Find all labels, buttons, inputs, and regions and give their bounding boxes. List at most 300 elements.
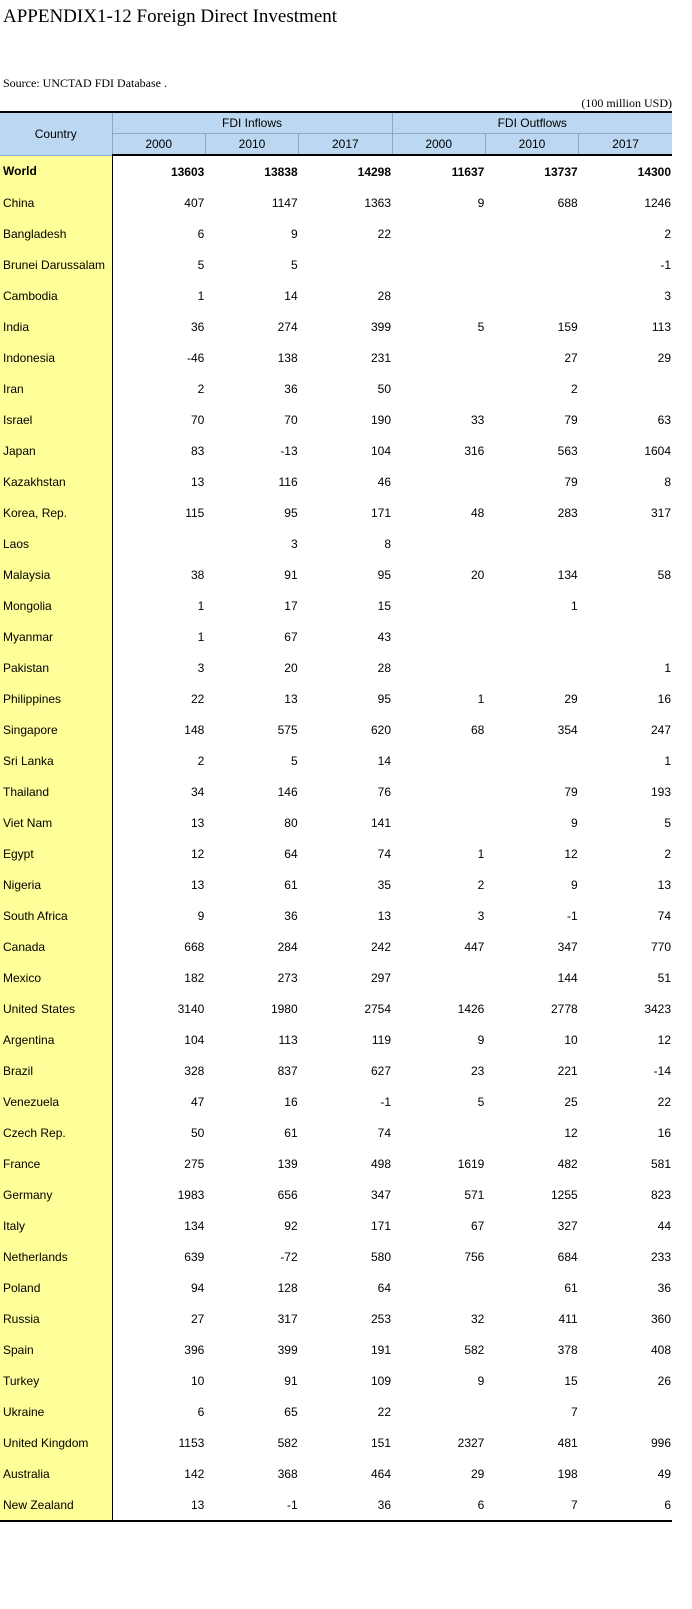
inflows-2017-cell: 620 xyxy=(370,722,392,737)
outflows-2017-cell: 51 xyxy=(657,970,672,985)
inflows-2017-cell: 35 xyxy=(377,877,392,892)
country-cell: Singapore xyxy=(0,714,112,745)
outflows-2010-cell: 79 xyxy=(564,784,578,799)
inflows-2017-cell: 498 xyxy=(370,1156,392,1171)
inflows-2010-cell: 575 xyxy=(277,722,298,737)
outflows-2000-cell xyxy=(392,807,485,838)
outflows-2000-cell: 1426 xyxy=(457,1001,485,1016)
table-row xyxy=(0,590,672,621)
outflows-2017-cell: 1604 xyxy=(644,443,672,458)
inflows-2000-cell: 13 xyxy=(112,1489,205,1521)
outflows-2010-cell: 2 xyxy=(570,381,578,396)
inflows-2017-cell: 50 xyxy=(377,381,392,396)
outflows-2017-cell: 247 xyxy=(650,722,672,737)
outflows-2000-cell xyxy=(392,652,485,683)
outflows-2017-cell xyxy=(579,1396,672,1427)
country-cell: Nigeria xyxy=(0,869,112,900)
page-title: APPENDIX1-12 Foreign Direct Investment xyxy=(3,6,338,27)
outflows-2010-cell: 9 xyxy=(570,815,578,830)
inflows-2000-cell: 47 xyxy=(190,1094,205,1109)
table-row xyxy=(0,249,672,280)
inflows-year-2017-header: 2017 xyxy=(299,134,392,156)
country-cell: Brazil xyxy=(0,1055,112,1086)
inflows-2000-cell: 1983 xyxy=(177,1187,205,1202)
inflows-2010-cell: 14 xyxy=(284,288,298,303)
outflows-2010-cell: 79 xyxy=(564,412,578,427)
outflows-2010-cell: 411 xyxy=(558,1311,578,1326)
country-cell: Thailand xyxy=(0,776,112,807)
inflows-2000-cell: 50 xyxy=(190,1125,205,1140)
table-row xyxy=(0,838,672,869)
outflows-2017-cell: 113 xyxy=(651,319,672,334)
inflows-2000-cell: 2 xyxy=(197,753,205,768)
inflows-2017-cell: 119 xyxy=(371,1032,392,1047)
inflows-2010-cell: 80 xyxy=(284,815,298,830)
country-cell: Viet Nam xyxy=(0,807,112,838)
inflows-2000-cell: 13 xyxy=(190,877,205,892)
outflows-2000-cell xyxy=(392,342,485,373)
outflows-2000-cell xyxy=(392,962,485,993)
country-cell: France xyxy=(0,1148,112,1179)
outflows-2017-cell: 317 xyxy=(650,505,672,520)
outflows-2010-cell: 688 xyxy=(557,195,578,210)
country-cell: Spain xyxy=(0,1334,112,1365)
outflows-2017-cell: 22 xyxy=(657,1094,672,1109)
outflows-2017-cell: 823 xyxy=(650,1187,672,1202)
country-cell: Egypt xyxy=(0,838,112,869)
outflows-2010-cell: 12 xyxy=(564,846,578,861)
inflows-2010-cell: 92 xyxy=(284,1218,298,1233)
inflows-2010-cell: 1980 xyxy=(270,1001,298,1016)
outflows-2000-cell: 11637 xyxy=(451,164,485,179)
table-row xyxy=(0,1117,672,1148)
outflows-2017-cell: 5 xyxy=(664,815,672,830)
inflows-2010-cell: 13838 xyxy=(264,164,298,179)
outflows-2000-cell: 756 xyxy=(464,1249,485,1264)
country-cell: United Kingdom xyxy=(0,1427,112,1458)
outflows-2010-cell: 482 xyxy=(557,1156,578,1171)
table-row xyxy=(0,714,672,745)
country-cell: World xyxy=(0,155,112,187)
outflows-2000-cell xyxy=(392,590,485,621)
outflows-2017-cell: 26 xyxy=(657,1373,672,1388)
table-row xyxy=(0,776,672,807)
country-cell: Japan xyxy=(0,435,112,466)
inflows-2000-cell: 328 xyxy=(184,1063,205,1078)
inflows-2000-cell: 9 xyxy=(197,908,205,923)
inflows-2000-cell: 148 xyxy=(184,722,205,737)
outflows-2010-cell: 221 xyxy=(557,1063,578,1078)
outflows-2010-cell: 134 xyxy=(557,567,578,582)
fdi-inflows-header: FDI Inflows xyxy=(112,112,392,134)
table-row xyxy=(0,342,672,373)
outflows-2000-cell xyxy=(392,249,485,280)
outflows-2000-cell: 2 xyxy=(477,877,485,892)
table-row xyxy=(0,311,672,342)
country-cell: Laos xyxy=(0,528,112,559)
table-row xyxy=(0,1024,672,1055)
inflows-2000-cell: 1153 xyxy=(178,1435,205,1450)
inflows-2000-cell: 1 xyxy=(197,629,205,644)
inflows-2000-cell: 639 xyxy=(184,1249,205,1264)
table-row xyxy=(0,1179,672,1210)
inflows-2010-cell: 273 xyxy=(277,970,298,985)
outflows-2017-cell: 74 xyxy=(657,908,672,923)
country-cell: Netherlands xyxy=(0,1241,112,1272)
outflows-2010-cell: 1 xyxy=(570,598,578,613)
outflows-2010-cell: 25 xyxy=(564,1094,578,1109)
inflows-2010-cell: 656 xyxy=(277,1187,298,1202)
inflows-2000-cell: 3 xyxy=(197,660,205,675)
outflows-2017-cell: 58 xyxy=(657,567,672,582)
inflows-2010-cell: 582 xyxy=(277,1435,298,1450)
inflows-2000-cell: 13603 xyxy=(170,164,205,179)
country-cell: Czech Rep. xyxy=(0,1117,112,1148)
country-cell: Germany xyxy=(0,1179,112,1210)
inflows-2017-cell: 74 xyxy=(377,1125,392,1140)
outflows-2010-cell: 2778 xyxy=(550,1001,578,1016)
table-row xyxy=(0,1086,672,1117)
inflows-2017-cell: 151 xyxy=(370,1435,392,1450)
table-row xyxy=(0,1396,672,1427)
outflows-2017-cell: -1 xyxy=(660,257,672,272)
inflows-2010-cell: 274 xyxy=(277,319,298,334)
country-cell: Canada xyxy=(0,931,112,962)
inflows-2017-cell: 104 xyxy=(370,443,392,458)
inflows-2010-cell: 64 xyxy=(284,846,298,861)
outflows-2000-cell: 23 xyxy=(470,1063,485,1078)
table-row xyxy=(0,497,672,528)
outflows-year-2010-header: 2010 xyxy=(485,134,578,156)
inflows-2000-cell: 13 xyxy=(190,474,205,489)
outflows-2010-cell: 563 xyxy=(557,443,578,458)
country-cell: Venezuela xyxy=(0,1086,112,1117)
country-cell: India xyxy=(0,311,112,342)
inflows-2000-cell: 396 xyxy=(184,1342,205,1357)
inflows-2017-cell: 191 xyxy=(370,1342,392,1357)
outflows-2010-cell: 144 xyxy=(557,970,578,985)
outflows-2017-cell: 16 xyxy=(657,1125,672,1140)
inflows-2000-cell: 142 xyxy=(184,1466,205,1481)
inflows-2017-cell: -1 xyxy=(380,1094,392,1109)
inflows-2010-cell: 9 xyxy=(290,226,298,241)
outflows-2000-cell: 9 xyxy=(477,1032,485,1047)
table-row xyxy=(0,1458,672,1489)
inflows-2010-cell: 20 xyxy=(284,660,298,675)
country-column-header: Country xyxy=(0,112,112,155)
outflows-2017-cell: 36 xyxy=(657,1280,672,1295)
outflows-2010-cell: 1255 xyxy=(550,1187,578,1202)
inflows-2010-cell: 837 xyxy=(277,1063,298,1078)
country-cell: Ukraine xyxy=(0,1396,112,1427)
inflows-2010-cell: 5 xyxy=(290,257,298,272)
table-row xyxy=(0,1365,672,1396)
outflows-2010-cell: 7 xyxy=(485,1489,578,1521)
inflows-2000-cell: 104 xyxy=(184,1032,205,1047)
inflows-2017-cell: 347 xyxy=(370,1187,392,1202)
outflows-2017-cell: 6 xyxy=(579,1489,672,1521)
inflows-2010-cell: -13 xyxy=(280,443,298,458)
outflows-2010-cell: 61 xyxy=(564,1280,578,1295)
outflows-2010-cell xyxy=(485,745,578,776)
inflows-2017-cell: 231 xyxy=(370,350,392,365)
outflows-2017-cell: 13 xyxy=(657,877,672,892)
inflows-2000-cell: 94 xyxy=(190,1280,205,1295)
fdi-outflows-header: FDI Outflows xyxy=(392,112,672,134)
country-cell: Russia xyxy=(0,1303,112,1334)
table-row xyxy=(0,466,672,497)
inflows-2017-cell: 141 xyxy=(370,815,392,830)
inflows-2017-cell: 580 xyxy=(370,1249,392,1264)
inflows-2010-cell: 399 xyxy=(277,1342,298,1357)
inflows-2017-cell: 36 xyxy=(299,1489,392,1521)
inflows-2000-cell: 38 xyxy=(190,567,205,582)
country-cell: Italy xyxy=(0,1210,112,1241)
inflows-2010-cell: 95 xyxy=(284,505,298,520)
outflows-2010-cell: 481 xyxy=(557,1435,578,1450)
outflows-2000-cell: 9 xyxy=(477,195,485,210)
inflows-2017-cell: 109 xyxy=(370,1373,392,1388)
inflows-2010-cell: 139 xyxy=(277,1156,298,1171)
inflows-2000-cell: 6 xyxy=(197,226,205,241)
country-cell: Israel xyxy=(0,404,112,435)
outflows-2010-cell: 9 xyxy=(570,877,578,892)
outflows-2000-cell: 67 xyxy=(470,1218,485,1233)
inflows-2017-cell: 43 xyxy=(377,629,392,644)
country-cell: Poland xyxy=(0,1272,112,1303)
inflows-2017-cell: 28 xyxy=(377,288,392,303)
inflows-2000-cell: 36 xyxy=(190,319,205,334)
outflows-2000-cell: 1 xyxy=(477,691,485,706)
inflows-2000-cell: 83 xyxy=(190,443,205,458)
outflows-2000-cell: 447 xyxy=(464,939,485,954)
outflows-2017-cell: 770 xyxy=(650,939,672,954)
outflows-2010-cell xyxy=(485,280,578,311)
inflows-2017-cell: 95 xyxy=(377,691,392,706)
table-row xyxy=(0,1210,672,1241)
inflows-2010-cell: 91 xyxy=(284,567,298,582)
inflows-2017-cell: 22 xyxy=(377,1404,392,1419)
inflows-2017-cell: 1363 xyxy=(364,195,392,210)
outflows-2000-cell: 5 xyxy=(477,319,485,334)
country-cell: China xyxy=(0,187,112,218)
outflows-2000-cell xyxy=(392,776,485,807)
inflows-2017-cell: 46 xyxy=(377,474,392,489)
inflows-2000-cell: 1 xyxy=(197,598,205,613)
table-row xyxy=(0,528,672,559)
outflows-2017-cell: -14 xyxy=(653,1063,672,1078)
outflows-2000-cell: 48 xyxy=(470,505,485,520)
outflows-2000-cell: 32 xyxy=(470,1311,485,1326)
country-cell: Malaysia xyxy=(0,559,112,590)
outflows-year-2017-header: 2017 xyxy=(579,134,672,156)
inflows-2000-cell: 182 xyxy=(184,970,205,985)
table-row xyxy=(0,559,672,590)
inflows-2010-cell: 70 xyxy=(284,412,298,427)
inflows-2010-cell: 17 xyxy=(284,598,298,613)
inflows-2010-cell: 65 xyxy=(284,1404,298,1419)
outflows-2017-cell: 8 xyxy=(664,474,672,489)
outflows-2000-cell: 9 xyxy=(477,1373,485,1388)
outflows-2017-cell: 29 xyxy=(657,350,672,365)
inflows-2010-cell: 91 xyxy=(284,1373,298,1388)
outflows-2017-cell: 581 xyxy=(650,1156,672,1171)
inflows-2000-cell: 5 xyxy=(197,257,205,272)
outflows-2000-cell: 2327 xyxy=(457,1435,485,1450)
outflows-2010-cell: 684 xyxy=(557,1249,578,1264)
table-row xyxy=(0,621,672,652)
outflows-2010-cell: 354 xyxy=(557,722,578,737)
outflows-2017-cell: 408 xyxy=(650,1342,672,1357)
outflows-2010-cell: 15 xyxy=(564,1373,578,1388)
inflows-2017-cell: 76 xyxy=(377,784,392,799)
outflows-2000-cell: 1619 xyxy=(457,1156,485,1171)
outflows-2010-cell xyxy=(485,528,578,559)
outflows-2017-cell: 44 xyxy=(657,1218,672,1233)
table-row xyxy=(0,280,672,311)
table-row xyxy=(0,900,672,931)
outflows-2010-cell: 159 xyxy=(557,319,578,334)
inflows-2000-cell: 27 xyxy=(190,1311,205,1326)
outflows-year-2000-header: 2000 xyxy=(392,134,485,156)
table-row xyxy=(0,683,672,714)
inflows-2017-cell: 13 xyxy=(377,908,392,923)
inflows-2017-cell: 8 xyxy=(384,536,392,551)
country-cell: Turkey xyxy=(0,1365,112,1396)
table-row xyxy=(0,962,672,993)
country-cell: Argentina xyxy=(0,1024,112,1055)
source-note: Source: UNCTAD FDI Database . xyxy=(3,76,168,90)
inflows-2017-cell: 171 xyxy=(370,505,392,520)
inflows-2010-cell: 128 xyxy=(277,1280,298,1295)
inflows-2010-cell: -1 xyxy=(205,1489,298,1521)
inflows-2017-cell: 190 xyxy=(370,412,392,427)
inflows-2017-cell: 242 xyxy=(370,939,392,954)
inflows-2017-cell: 74 xyxy=(377,846,392,861)
outflows-2017-cell: 3423 xyxy=(644,1001,672,1016)
country-cell: United States xyxy=(0,993,112,1024)
inflows-2010-cell: 116 xyxy=(278,474,298,489)
outflows-2017-cell: 360 xyxy=(650,1311,672,1326)
inflows-2017-cell: 297 xyxy=(370,970,392,985)
outflows-2017-cell: 49 xyxy=(657,1466,672,1481)
outflows-2017-cell xyxy=(579,621,672,652)
outflows-2010-cell: 378 xyxy=(557,1342,578,1357)
outflows-2010-cell: 10 xyxy=(564,1032,578,1047)
inflows-2010-cell: 36 xyxy=(284,908,298,923)
outflows-2010-cell: 347 xyxy=(557,939,578,954)
table-row xyxy=(0,404,672,435)
outflows-2010-cell: 79 xyxy=(564,474,578,489)
country-cell: Iran xyxy=(0,373,112,404)
outflows-2010-cell xyxy=(485,218,578,249)
inflows-2017-cell: 627 xyxy=(370,1063,392,1078)
country-cell: New Zealand xyxy=(0,1489,112,1521)
outflows-2000-cell: 29 xyxy=(470,1466,485,1481)
country-cell: Indonesia xyxy=(0,342,112,373)
table-row xyxy=(0,869,672,900)
inflows-2017-cell: 15 xyxy=(377,598,392,613)
inflows-2017-cell: 95 xyxy=(377,567,392,582)
country-cell: Mongolia xyxy=(0,590,112,621)
inflows-2000-cell: 115 xyxy=(185,505,205,520)
outflows-2000-cell xyxy=(392,218,485,249)
outflows-2017-cell xyxy=(579,590,672,621)
inflows-2000-cell: 3140 xyxy=(177,1001,205,1016)
outflows-2000-cell: 582 xyxy=(464,1342,485,1357)
outflows-2010-cell xyxy=(485,652,578,683)
inflows-2010-cell: 13 xyxy=(284,691,298,706)
outflows-2010-cell: 12 xyxy=(564,1125,578,1140)
inflows-2000-cell: 13 xyxy=(190,815,205,830)
country-cell: Myanmar xyxy=(0,621,112,652)
outflows-2000-cell: 20 xyxy=(470,567,485,582)
inflows-2017-cell: 28 xyxy=(377,660,392,675)
outflows-2000-cell xyxy=(392,373,485,404)
table-row xyxy=(0,1427,672,1458)
outflows-2000-cell: 1 xyxy=(477,846,485,861)
inflows-2017-cell: 22 xyxy=(377,226,392,241)
inflows-2017-cell: 2754 xyxy=(364,1001,392,1016)
outflows-2017-cell: 2 xyxy=(664,226,672,241)
outflows-2017-cell: 16 xyxy=(657,691,672,706)
inflows-year-2010-header: 2010 xyxy=(205,134,298,156)
inflows-2010-cell: 317 xyxy=(277,1311,298,1326)
inflows-2000-cell: 22 xyxy=(190,691,205,706)
outflows-2000-cell: 33 xyxy=(470,412,485,427)
outflows-2000-cell: 3 xyxy=(477,908,485,923)
outflows-2000-cell xyxy=(392,621,485,652)
table-row xyxy=(0,1303,672,1334)
country-cell: Brunei Darussalam xyxy=(0,249,112,280)
country-cell: Pakistan xyxy=(0,652,112,683)
inflows-2010-cell: 61 xyxy=(284,877,298,892)
table-row xyxy=(0,745,672,776)
table-row xyxy=(0,373,672,404)
outflows-2000-cell xyxy=(392,1272,485,1303)
table-row xyxy=(0,435,672,466)
inflows-2010-cell: 36 xyxy=(284,381,298,396)
inflows-2000-cell: 1 xyxy=(197,288,205,303)
table-row xyxy=(0,1489,672,1521)
inflows-2017-cell: 64 xyxy=(377,1280,392,1295)
outflows-2010-cell: 29 xyxy=(564,691,578,706)
inflows-2010-cell: 138 xyxy=(277,350,298,365)
outflows-2017-cell: 996 xyxy=(650,1435,672,1450)
inflows-2000-cell: 2 xyxy=(197,381,205,396)
outflows-2017-cell: 1 xyxy=(664,660,672,675)
outflows-2017-cell xyxy=(579,373,672,404)
inflows-2000-cell: 6 xyxy=(197,1404,205,1419)
table-row xyxy=(0,155,672,187)
outflows-2000-cell xyxy=(392,1396,485,1427)
inflows-2017-cell xyxy=(299,249,392,280)
country-cell: Cambodia xyxy=(0,280,112,311)
inflows-2010-cell: 113 xyxy=(278,1032,298,1047)
outflows-2017-cell xyxy=(579,528,672,559)
table-row xyxy=(0,1055,672,1086)
inflows-2010-cell: 3 xyxy=(290,536,298,551)
outflows-2000-cell xyxy=(392,466,485,497)
outflows-2000-cell xyxy=(392,1117,485,1148)
country-cell: Korea, Rep. xyxy=(0,497,112,528)
outflows-2017-cell: 193 xyxy=(650,784,672,799)
inflows-2017-cell: 171 xyxy=(370,1218,392,1233)
inflows-2010-cell: 16 xyxy=(284,1094,298,1109)
country-cell: Bangladesh xyxy=(0,218,112,249)
table-row xyxy=(0,807,672,838)
inflows-2010-cell: 1147 xyxy=(271,195,298,210)
